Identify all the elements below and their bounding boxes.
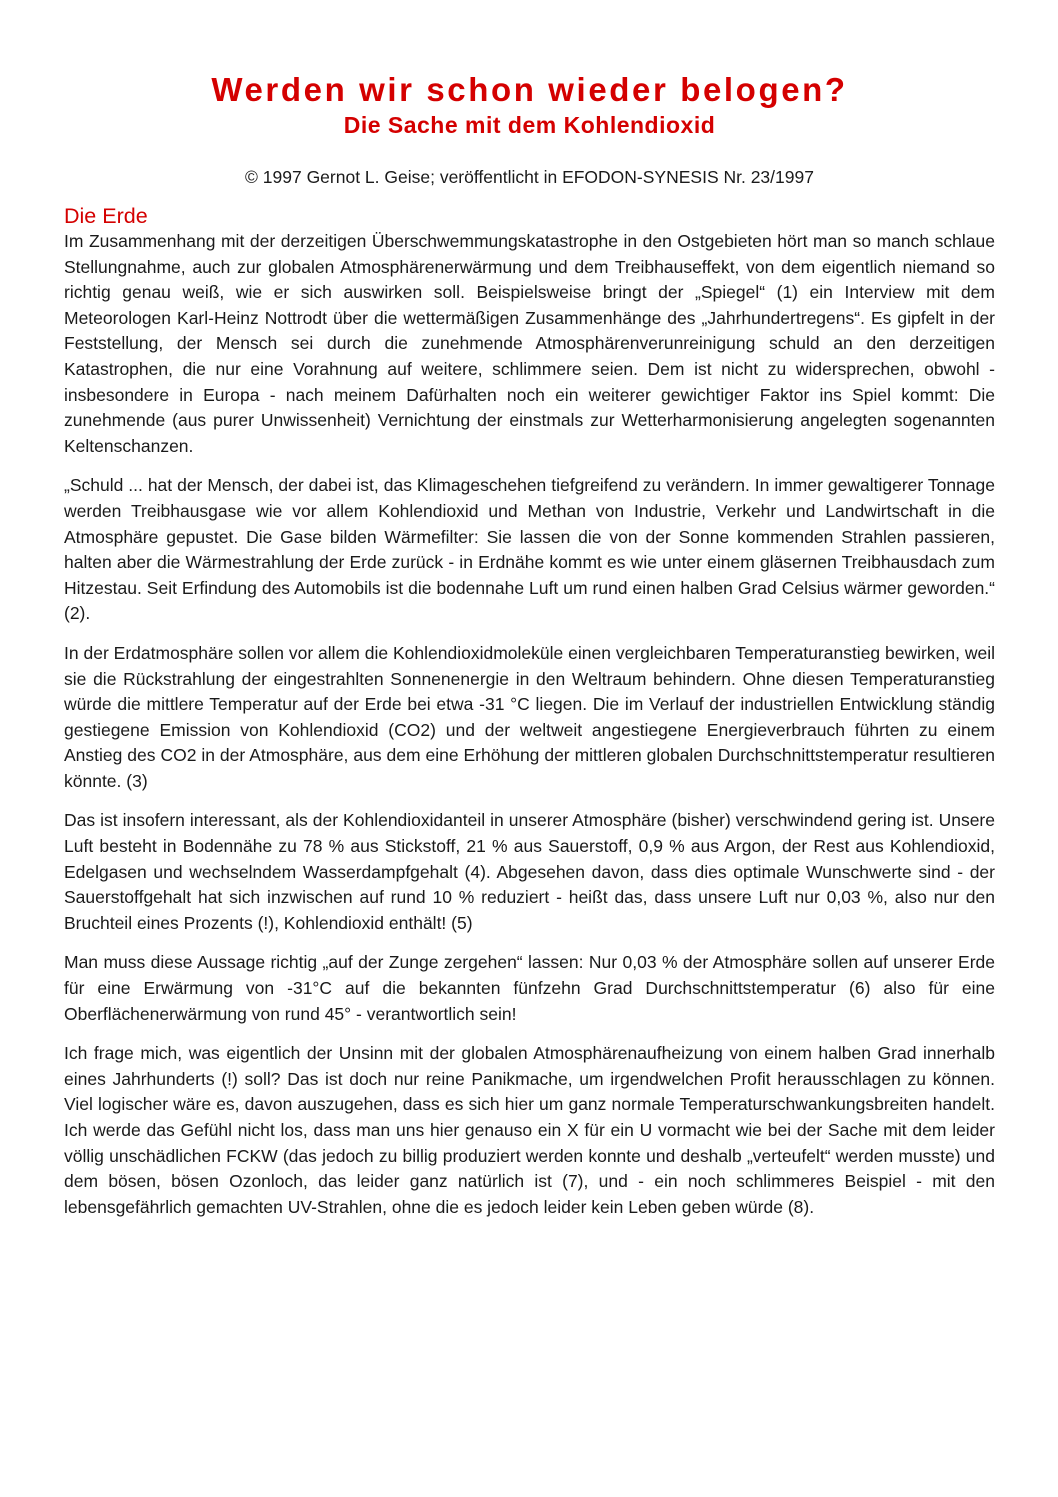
- paragraph: „Schuld ... hat der Mensch, der dabei ist, das Klimageschehen tiefgreifend zu verändern. In immer gewaltigerer Tonnage werden Treibhausgase wie vor allem Kohlendioxid und Methan von Industrie, Verkehr und Landwirtschaft in die Atmosphäre gepustet. Die Gase bilden Wärmefilter: Sie lassen die von der Sonne kommenden Strahlen passieren, halten aber die Wärmestrahlung der Erde zurück - in Erdnähe kommt es wie unter einem gläsernen Treibhausdach zum Hitzestau. Seit Erfindung des Automobils ist die bodennahe Luft um rund einen halben Grad Celsius wärmer geworden.“ (2).: [64, 475, 995, 624]
- paragraph: In der Erdatmosphäre sollen vor allem die Kohlendioxidmoleküle einen vergleichbaren Temperaturanstieg bewirken, weil sie die Rückstrahlung der eingestrahlten Sonnenenergie in den Weltraum behindern. Ohne diesen Temperaturanstieg würde die mittlere Temperatur auf der Erde bei etwa -31 °C liegen. Die im Verlauf der industriellen Entwicklung ständig gestiegene Emission von Kohlendioxid (CO2) und der weltweit angestiegene Energieverbrauch führten zu einem Anstieg des CO2 in der Atmosphäre, aus dem eine Erhöhung der mittleren globalen Durchschnittstemperatur resultieren könnte. (3): [64, 642, 995, 791]
- section-heading: Die Erde: [64, 204, 148, 228]
- copyright-line: © 1997 Gernot L. Geise; veröffentlicht in EFODON-SYNESIS Nr. 23/1997: [245, 167, 814, 187]
- paragraph: Im Zusammenhang mit der derzeitigen Überschwemmungskatastrophe in den Ostgebieten hört man so manch schlaue Stellungnahme, auch zur globalen Atmosphärenerwärmung und dem Treibhauseffekt, von dem eigentlich niemand so richtig genau weiß, wie er sich auswirken soll. Beispielsweise bringt der „Spiegel“ (1) ein Interview mit dem Meteorologen Karl-Heinz Nottrodt über die wettermäßigen Zusammenhänge des „Jahrhundertregens“. Es gipfelt in der Feststellung, der Mensch sei durch die zunehmende Atmosphärenverunreinigung schuld an den derzeitigen Katastrophen, die nur eine Vorahnung auf weitere, schlimmere seien. Dem ist nicht zu widersprechen, obwohl - insbesondere in Europa - nach meinem Dafürhalten noch ein weiterer gewichtiger Faktor ins Spiel kommt: Die zunehmende (aus purer Unwissenheit) Vernichtung der einstmals zur Wetterharmonisierung angelegten sogenannten Keltenschanzen.: [64, 231, 995, 456]
- paragraph: Ich frage mich, was eigentlich der Unsinn mit der globalen Atmosphärenaufheizung von einem halben Grad innerhalb eines Jahrhunderts (!) soll? Das ist doch nur reine Panikmache, um irgendwelchen Profit herausschlagen zu können. Viel logischer wäre es, davon auszugehen, dass es sich hier um ganz normale Temperaturschwankungsbreiten handelt. Ich werde das Gefühl nicht los, dass man uns hier genauso ein X für ein U vormacht wie bei der Sache mit dem leider völlig unschädlichen FCKW (das jedoch zu billig produziert werden konnte und deshalb „verteufelt“ werden musste) und dem bösen, bösen Ozonloch, das leider ganz natürlich ist (7), und - ein noch schlimmeres Beispiel - mit den lebensgefährlich gemachten UV-Strahlen, ohne die es jedoch leider kein Leben geben würde (8).: [64, 1043, 995, 1217]
- paragraph: Man muss diese Aussage richtig „auf der Zunge zergehen“ lassen: Nur 0,03 % der Atmosphäre sollen auf unserer Erde für eine Erwärmung von -31°C auf die bekannten fünfzehn Grad Durchschnittstemperatur (6) also für eine Oberflächenerwärmung von rund 45° - verantwortlich sein!: [64, 952, 995, 1024]
- article-body: [64, 229, 995, 1220]
- paragraph: Das ist insofern interessant, als der Kohlendioxidanteil in unserer Atmosphäre (bisher) verschwindend gering ist. Unsere Luft besteht in Bodennähe zu 78 % aus Stickstoff, 21 % aus Sauerstoff, 0,9 % aus Argon, der Rest aus Kohlendioxid, Edelgasen und wechselndem Wasserdampfgehalt (4). Abgesehen davon, dass dies optimale Wunschwerte sind - der Sauerstoffgehalt hat sich inzwischen auf rund 10 % reduziert - heißt das, dass unsere Luft nur 0,03 %, also nur den Bruchteil eines Prozents (!), Kohlendioxid enthält! (5): [64, 810, 995, 933]
- document-subtitle: Die Sache mit dem Kohlendioxid: [343, 112, 716, 138]
- document-page: [64, 70, 995, 1234]
- document-title: Werden wir schon wieder belogen?: [211, 71, 848, 108]
